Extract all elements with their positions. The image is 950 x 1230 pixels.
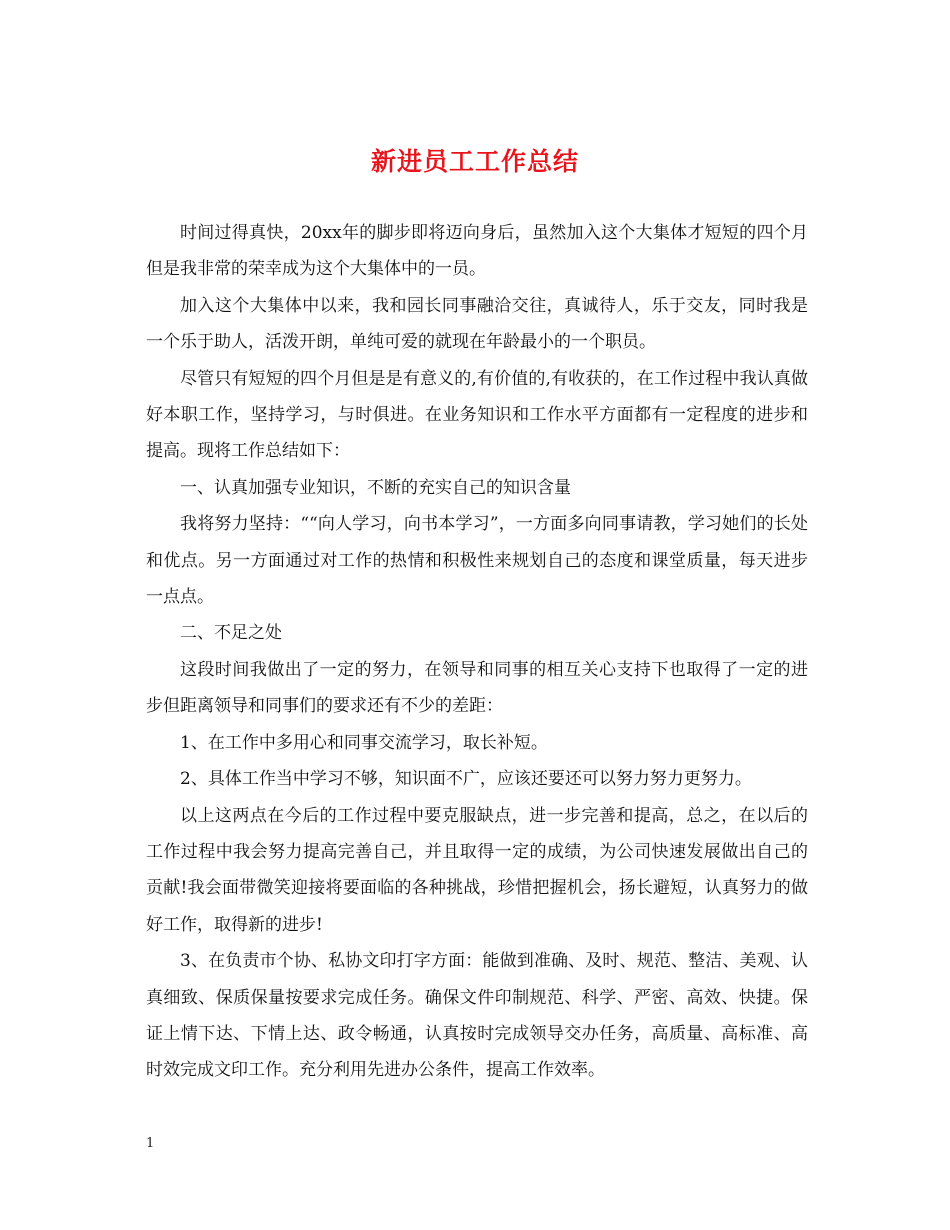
section-heading-1: 一、认真加强专业知识，不断的充实自己的知识含量 <box>180 477 571 498</box>
paragraph-shortcomings: 这段时间我做出了一定的努力，在领导和同事的相互关心支持下也取得了一定的进步但距离领导和同事们的要求还有不少的差距： <box>146 659 808 717</box>
page-number: 1 <box>146 1136 155 1151</box>
paragraph-improvement: 以上这两点在今后的工作过程中要克服缺点，进一步完善和提高，总之，在以后的工作过程中我会努力提高完善自己，并且取得一定的成绩，为公司快速发展做出自己的贡献!我会面带微笑迎接将要面临的各种挑战，珍惜把握机会，扬长避短，认真努力的做好工作，取得新的进步! <box>146 805 808 935</box>
list-item-1: 1、在工作中多用心和同事交流学习，取长补短。 <box>180 732 548 753</box>
list-item-2: 2、具体工作当中学习不够，知识面不广，应该还要还可以努力努力更努力。 <box>180 769 752 790</box>
paragraph-intro: 时间过得真快，20xx年的脚步即将迈向身后，虽然加入这个大集体才短短的四个月但是我非常的荣幸成为这个大集体中的一员。 <box>146 223 808 280</box>
list-item-3: 3、在负责市个协、私协文印打字方面：能做到准确、及时、规范、整洁、美观、认真细致、保质保量按要求完成任务。确保文件印制规范、科学、严密、高效、快捷。保证上情下达、下情上达、政令畅通，认真按时完成领导交办任务，高质量、高标准、高时效完成文印工作。充分利用先进办公条件，提高工作效率。 <box>146 951 808 1081</box>
document-title: 新进员工工作总结 <box>370 147 579 176</box>
paragraph-joining: 加入这个大集体中以来，我和园长同事融洽交往，真诚待人，乐于交友，同时我是一个乐于助人，活泼开朗，单纯可爱的就现在年龄最小的一个职员。 <box>146 295 808 353</box>
paragraph-summary-intro: 尽管只有短短的四个月但是是有意义的,有价值的,有收获的，在工作过程中我认真做好本职工作，坚持学习，与时俱进。在业务知识和工作水平方面都有一定程度的进步和提高。现将工作总结如下： <box>146 368 808 462</box>
section-heading-2: 二、不足之处 <box>180 623 282 644</box>
document-body <box>146 215 808 1089</box>
paragraph-learning: 我将努力坚持：““向人学习，向书本学习”，一方面多向同事请教，学习她们的长处和优点。另一方面通过对工作的热情和积极性来规划自己的态度和课堂质量，每天进步一点点。 <box>146 514 808 608</box>
